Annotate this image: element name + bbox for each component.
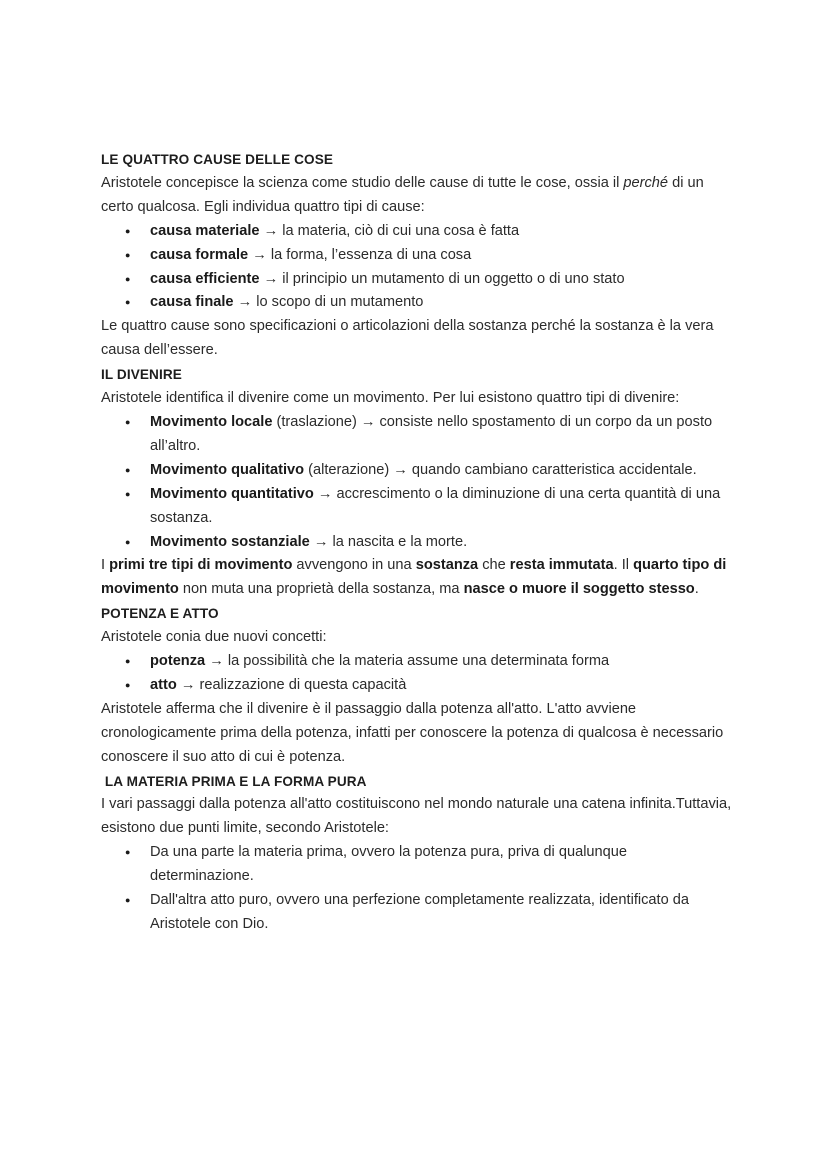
list-item: ● Movimento locale (traslazione) → consiste nello spostamento di un corpo da un posto all’altro. [101, 411, 732, 459]
list-item: ● Movimento sostanziale → la nascita e la morte. [101, 531, 732, 555]
movimento-list [101, 411, 732, 554]
list-item: ● causa materiale → la materia, ciò di cui una cosa è fatta [101, 220, 732, 244]
section-outro-divenire: I primi tre tipi di movimento avvengono in una sostanza che resta immutata. Il quarto tipo di movimento non muta una proprietà della sostanza, ma nasce o muore il soggetto stesso. [101, 557, 727, 598]
section-outro-potenza: Aristotele afferma che il divenire è il passaggio dalla potenza all'atto. L'atto avviene cronologicamente prima della potenza, infatti per conoscere la potenza di qualcosa è necessario conoscere il suo atto di cui è potenza. [101, 700, 724, 765]
list-item: ● Movimento qualitativo (alterazione) → quando cambiano caratteristica accidentale. [101, 459, 732, 483]
section-intro-potenza: Aristotele conia due nuovi concetti: [101, 629, 327, 646]
list-item: ● potenza → la possibilità che la materia assume una determinata forma [101, 650, 732, 674]
list-item: ● Da una parte la materia prima, ovvero la potenza pura, priva di qualunque determinazione. [101, 841, 732, 889]
section-heading-divenire: IL DIVENIRE [101, 367, 182, 383]
list-item: ● Movimento quantitativo → accrescimento o la diminuzione di una certa quantità di una sostanza. [101, 483, 732, 531]
section-intro-cause: Aristotele concepisce la scienza come studio delle cause di tutte le cose, ossia il perché di un certo qualcosa. Egli individua quattro tipi di cause: [101, 174, 704, 215]
section-intro-materia: I vari passaggi dalla potenza all'atto costituiscono nel mondo naturale una catena infinita.Tuttavia, esistono due punti limite, secondo Aristotele: [101, 796, 732, 837]
list-item: ● causa formale → la forma, l’essenza di una cosa [101, 244, 732, 268]
concetti-list [101, 650, 732, 698]
list-item: ● causa efficiente → il principio un mutamento di un oggetto o di uno stato [101, 268, 732, 292]
limiti-list [101, 841, 732, 937]
cause-list [101, 220, 732, 316]
section-outro-cause: Le quattro cause sono specificazioni o articolazioni della sostanza perché la sostanza è la vera causa dell’essere. [101, 318, 714, 359]
list-item: ● atto → realizzazione di questa capacità [101, 674, 732, 698]
emphasis-perche: perché [623, 174, 669, 191]
list-item: ● causa finale → lo scopo di un mutamento [101, 291, 732, 315]
section-heading-potenza: POTENZA E ATTO [101, 606, 219, 622]
list-item: ● Dall'altra atto puro, ovvero una perfezione completamente realizzata, identificato da Aristotele con Dio. [101, 889, 732, 937]
section-heading-materia: LA MATERIA PRIMA E LA FORMA PURA [101, 773, 367, 789]
section-intro-divenire: Aristotele identifica il divenire come un movimento. Per lui esistono quattro tipi di divenire: [101, 390, 680, 407]
section-heading-cause: LE QUATTRO CAUSE DELLE COSE [101, 152, 334, 167]
